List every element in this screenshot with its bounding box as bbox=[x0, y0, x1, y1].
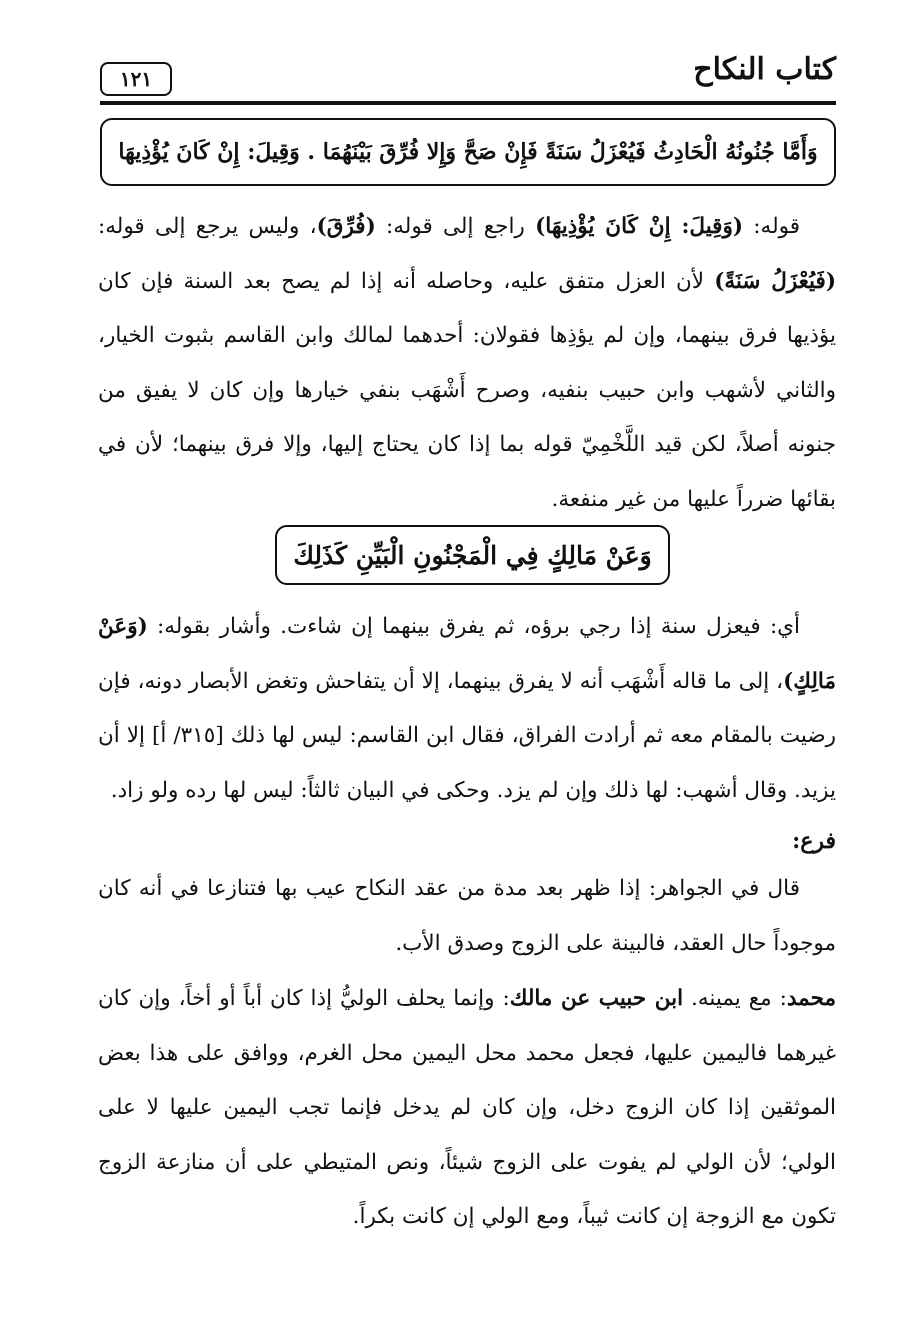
commentary-paragraph-4 bbox=[98, 972, 836, 1245]
author-name: محمد bbox=[786, 986, 836, 1011]
matn-box-1 bbox=[100, 118, 836, 186]
page-number: ١٢١ bbox=[100, 62, 172, 96]
text: راجع إلى قوله: bbox=[375, 214, 536, 239]
text: قوله: bbox=[743, 214, 801, 239]
matn-text-1: وَأَمَّا جُنُونُهُ الْحَادِثُ فَيُعْزَلُ سَنَةً فَإِنْ صَحَّ وَإِلا فُرِّقَ بَيْنَهُمَا . وَقِيلَ: إِنْ كَانَ يُؤْذِيهَا bbox=[118, 139, 818, 165]
section-heading: فرع: bbox=[792, 828, 836, 854]
text: لأن العزل متفق عليه، وحاصله أنه إذا لم يصح بعد السنة فإن كان يؤذيها فرق بينهما، وإن لم يؤذِها فقولان: أحدهما لمالك وابن القاسم بثبوت الخيار، والثاني لأشهب وابن حبيب بنفيه، وصرح أَشْهَب بنفي خيارها وإن كان لا يفيق من جنونه أصلاً، لكن قيد اللَّخْمِيّ قوله بما إذا كان يحتاج إليها، وإلا فرق بينهما؛ لأن في بقائها ضرراً عليها من غير منفعة. bbox=[98, 268, 836, 512]
text: : مع يمينه. bbox=[683, 986, 787, 1011]
quoted-matn: (وَعَنْ مَالِكٍ) bbox=[98, 614, 836, 694]
text: ، إلى ما قاله أَشْهَب أنه لا يفرق بينهما، إلا أن يتفاحش وتغض الأبصار دونه، فإن رضيت بالمقام معه ثم أرادت الفراق، فقال ابن القاسم: ليس لها ذلك [٣١٥/ أ] إلا أن يزيد. وقال أشهب: لها ذلك وإن لم يزد. وحكى في البيان ثالثاً: ليس لها رده ولو زاد. bbox=[98, 668, 836, 803]
commentary-paragraph-1 bbox=[98, 200, 836, 527]
matn-box-2 bbox=[275, 525, 670, 585]
book-title: كتاب النكاح bbox=[693, 52, 836, 87]
quoted-matn: (وَقِيلَ: إِنْ كَانَ يُؤْذِيهَا) bbox=[535, 214, 744, 239]
matn-text-2: وَعَنْ مَالِكٍ فِي الْمَجْنُونِ الْبَيِّنِ كَذَلِكَ bbox=[293, 540, 652, 570]
commentary-paragraph-2 bbox=[98, 600, 836, 818]
author-name: ابن حبيب عن مالك bbox=[509, 986, 684, 1011]
header-divider bbox=[100, 101, 836, 105]
quoted-matn: (فَيُعْزَلُ سَنَةً) bbox=[714, 268, 836, 294]
text: أي: فيعزل سنة إذا رجي برؤه، ثم يفرق بينهما إن شاءت. وأشار بقوله: bbox=[147, 614, 800, 639]
text: ، وليس يرجع إلى قوله: bbox=[98, 214, 317, 239]
commentary-paragraph-3: قال في الجواهر: إذا ظهر بعد مدة من عقد النكاح عيب بها فتنازعا في أنه كان موجوداً حال العقد، فالبينة على الزوج وصدق الأب. bbox=[98, 876, 836, 956]
quoted-matn: (فُرِّقَ) bbox=[316, 214, 376, 239]
text: : وإنما يحلف الوليُّ إذا كان أباً أو أخاً، وإن كان غيرهما فاليمين عليها، فجعل محمد محل اليمين محل الغرم، ووافق على هذا بعض الموثقين إذا كان الزوج دخل، وإن كان لم يدخل فإنما تجب اليمين عليها لا على الولي؛ لأن الولي لم يفوت على الزوج شيئاً، ونص المتيطي على أن منازعة الزوج تكون مع الزوجة إن كانت ثيباً، ومع الولي إن كانت بكراً. bbox=[98, 986, 836, 1229]
